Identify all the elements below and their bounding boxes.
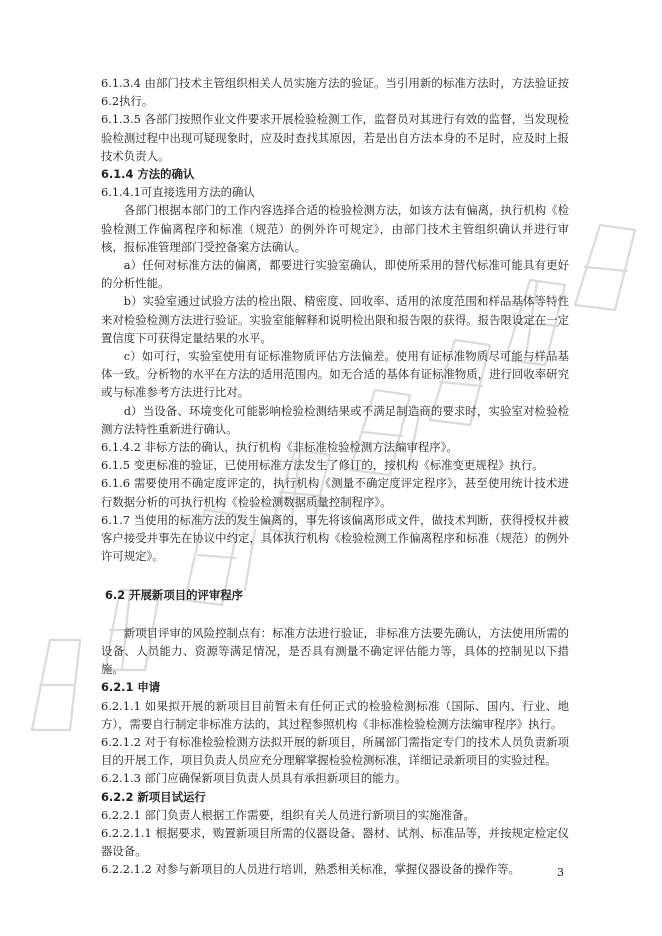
paragraph: 各部门根据本部门的工作内容选择合适的检验检测方法，如该方法有偏离，执行机构《检验检测工作偏离程序和标准（规范）的例外许可规定》，由部门技术主管组织确认并进行审核，报标准管理部门受控备案方法确认。 <box>101 203 569 254</box>
paragraph: 6.1.3.4 由部门技术主管组织相关人员实施方法的验证。当引用新的标准方法时，方法验证按6.2执行。 <box>101 76 569 109</box>
paragraph: a）任何对标准方法的偏离，都要进行实验室确认，即使所采用的替代标准可能具有更好的分析性能。 <box>101 258 569 291</box>
paragraph: 6.1.4.2 非标方法的确认，执行机构《非标准检验检测方法编审程序》。 <box>101 440 458 455</box>
paragraph: 6.2.1.2 对于有标准检验检测方法拟开展的新项目，所属部门需指定专门的技术人员负责新项目的开展工作，项目负责人员应充分理解掌握检验检测标准，详细记录新项目的实验过程。 <box>101 734 569 768</box>
paragraph: 6.2.1.1 如果拟开展的新项目目前暂未有任何正式的检验检测标准（国际、国内、行业、地方），需要自行制定非标准方法的，其过程参照机构《非标准检验检测方法编审程序》执行。 <box>101 698 569 731</box>
paragraph: 6.1.3.5 各部门按照作业文件要求开展检验检测工作，监督员对其进行有效的监督，当发现检验检测过程中出现可疑现象时，应及时查找其原因，若是出自方法本身的不足时，应及时上报技术负责人。 <box>101 112 569 163</box>
chapter-heading: 6.2 开展新项目的评审程序 <box>105 588 244 603</box>
document-body <box>101 74 569 879</box>
paragraph: 6.1.7 当使用的标准方法的发生偏离的，事先将该偏离形成文件，做技术判断，获得授权并被客户接受并事先在协议中约定，具体执行机构《检验检测工作偏离程序和标准（规范）的例外许可规定》。 <box>101 512 569 564</box>
paragraph: d）当设备、环境变化可能影响检验检测结果或不满足制造商的要求时，实验室对检验检测方法特性重新进行确认。 <box>101 403 569 436</box>
section-heading: 6.1.4 方法的确认 <box>101 167 195 182</box>
paragraph: b）实验室通过试验方法的检出限、精密度、回收率、适用的浓度范围和样品基体等特性来对检验检测方法进行验证。实验室能解释和说明检出限和报告限的获得。报告限设定在一定置信度下可获得定量结果的水平。 <box>101 294 569 345</box>
paragraph: c）如可行，实验室使用有证标准物质评估方法偏差。使用有证标准物质尽可能与样品基体一致。分析物的水平在方法的适用范围内。如无合适的基体有证标准物质，进行回收率研究或与标准参考方法进行比对。 <box>101 349 569 400</box>
page-number: 3 <box>557 866 564 879</box>
paragraph: 6.2.2.1 部门负责人根据工作需要，组织有关人员进行新项目的实施准备。 <box>101 807 475 822</box>
section-heading: 6.2.1 申请 <box>101 680 161 695</box>
paragraph: 6.2.1.3 部门应确保新项目负责人员具有承担新项目的能力。 <box>101 771 407 786</box>
paragraph: 6.2.2.1.2 对参与新项目的人员进行培训，熟悉相关标准，掌握仪器设备的操作等。 <box>101 862 520 877</box>
paragraph: 新项目评审的风险控制点有：标准方法进行验证，非标准方法要先确认，方法使用所需的设备、人员能力、资源等满足情况，是否具有测量不确定评估能力等，具体的控制见以下措施。 <box>101 625 569 677</box>
paragraph: 6.1.6 需要使用不确定度评定的，执行机构《测量不确定度评定程序》，甚至使用统计技术进行数据分析的可执行机构《检验检测数据质量控制程序》。 <box>101 476 569 509</box>
section-heading: 6.2.2 新项目试运行 <box>101 789 206 804</box>
paragraph: 6.2.2.1.1 根据要求，购置新项目所需的仪器设备、器材、试剂、标准品等，并按规定检定仪器设备。 <box>101 825 569 859</box>
paragraph: 6.1.5 变更标准的验证，已使用标准方法发生了修订的，按机构《标准变更规程》执行。 <box>101 458 544 473</box>
paragraph: 6.1.4.1可直接选用方法的确认 <box>101 185 255 200</box>
